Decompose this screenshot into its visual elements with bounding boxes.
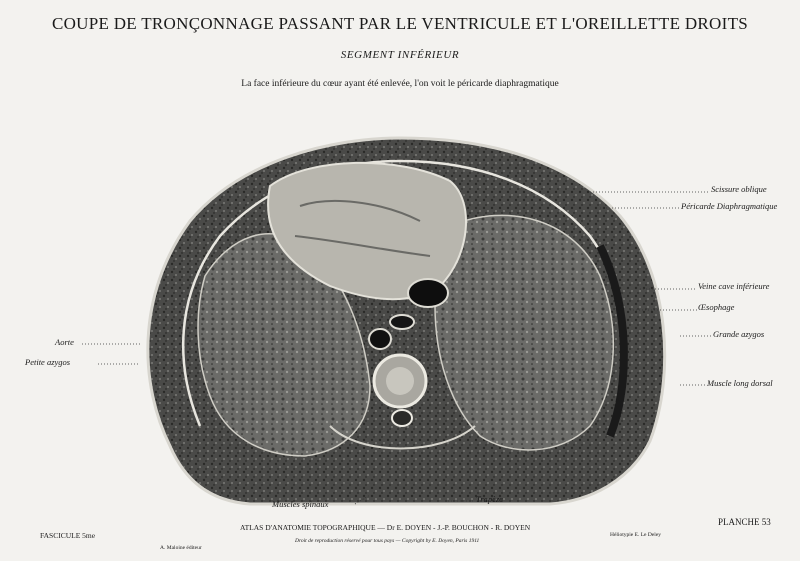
- footer-atlas: ATLAS D'ANATOMIE TOPOGRAPHIQUE — Dr E. DOYEN - J.-P. BOUCHON - R. DOYEN: [240, 523, 531, 532]
- footer-droit: Droit de reproduction réservé pour tous pays — Copyright by E. Doyen, Paris 1911: [295, 538, 480, 544]
- footer-planche: PLANCHE 53: [718, 517, 771, 527]
- plate-caption: La face inférieure du cœur ayant été enlevée, l'on voit le péricarde diaphragmatique: [241, 79, 559, 89]
- label-scissure-oblique: Scissure oblique: [711, 184, 767, 194]
- footer-heliotypie: Héliotypie E. Le Deley: [610, 532, 662, 538]
- label-aorte: Aorte: [55, 337, 74, 347]
- label-trapeze: Trapèze: [476, 494, 503, 504]
- footer-fascicule: FASCICULE 5me: [40, 531, 96, 540]
- label-petite-azygos: Petite azygos: [25, 357, 71, 367]
- label-veine-cave: Veine cave inférieure: [698, 281, 770, 291]
- plate-subtitle: SEGMENT INFÉRIEUR: [340, 49, 460, 61]
- label-muscles-spinaux: Muscles spinaux: [272, 499, 329, 509]
- label-muscle-long-dorsal: Muscle long dorsal: [707, 378, 773, 388]
- footer-editeur: A. Maloine éditeur: [160, 545, 202, 551]
- plate-title: COUPE DE TRONÇONNAGE PASSANT PAR LE VENTRICULE ET L'OREILLETTE DROITS: [51, 14, 749, 33]
- label-oesophage: Œsophage: [698, 302, 735, 312]
- label-pericarde: Péricarde Diaphragmatique: [681, 201, 778, 211]
- label-grande-azygos: Grande azygos: [713, 329, 765, 339]
